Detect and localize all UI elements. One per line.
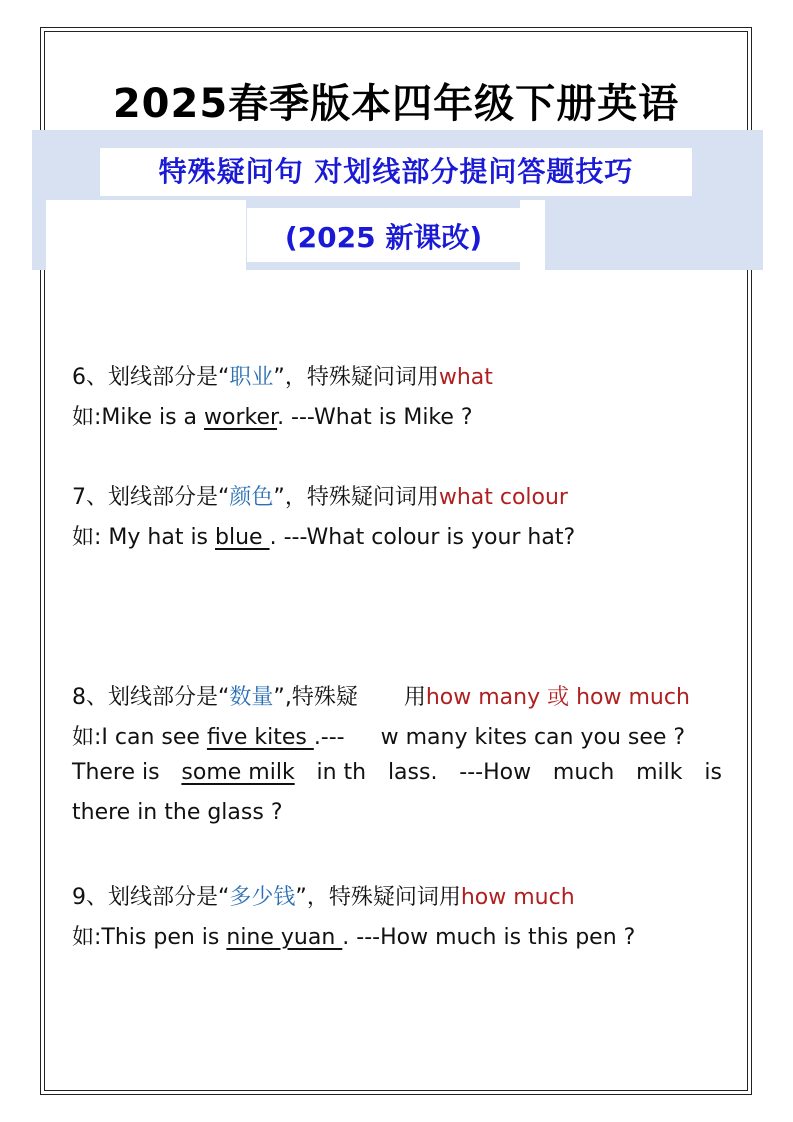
item-8-example-3: there in the glass ? [72, 800, 283, 825]
item-8-ex2-d: ---How [459, 760, 532, 785]
item-9-example-prefix: 如:This pen is [72, 925, 227, 950]
item-8-ex2-underlined: some milk [181, 760, 295, 785]
item-8-middle-tail: 用 [403, 685, 426, 710]
item-9-rule [72, 880, 575, 911]
item-6-answer: what [438, 365, 493, 390]
item-8-example-dash: .--- [313, 725, 345, 750]
item-8-middle: ”,特殊疑 [273, 685, 358, 710]
item-7-rule [72, 480, 568, 511]
item-8-example-underlined: five kites [206, 725, 314, 750]
item-6-number: 6、划线部分是“ [72, 365, 230, 390]
item-8-rule [72, 680, 690, 711]
item-7-middle: ”，特殊疑问词用 [273, 485, 439, 510]
item-7-example-underlined: blue [215, 525, 270, 550]
header-band-cutout-right [520, 200, 545, 270]
item-7-number: 7、划线部分是“ [72, 485, 230, 510]
item-8-example-question: w many kites can you see ? [380, 725, 686, 750]
item-8-ex2-b: in th [316, 760, 367, 785]
item-7-keyword: 颜色 [229, 485, 274, 510]
item-8-ex2-g: is [704, 760, 722, 785]
item-9-number: 9、划线部分是“ [72, 885, 230, 910]
item-6-example [72, 400, 473, 431]
page-subtitle-year: (2025 新课改) [284, 221, 483, 254]
item-6-keyword: 职业 [229, 365, 274, 390]
item-9-middle: ”，特殊疑问词用 [295, 885, 461, 910]
item-8-example-prefix: 如:I can see [72, 725, 207, 750]
header-band-cutout-left [46, 200, 246, 270]
item-9-example-question: . ---How much is this pen ? [342, 925, 636, 950]
item-9-keyword: 多少钱 [229, 885, 296, 910]
item-7-example-question: . ---What colour is your hat? [269, 525, 576, 550]
item-6-example-underlined: worker [204, 405, 278, 430]
item-9-example [72, 920, 635, 951]
item-8-example [72, 720, 685, 751]
item-8-ex2-c: lass. [387, 760, 438, 785]
item-9-example-underlined: nine yuan [226, 925, 343, 950]
item-6-example-question: . ---What is Mike ? [277, 405, 473, 430]
item-8-number: 8、划线部分是“ [72, 685, 230, 710]
page-title: 2025春季版本四年级下册英语 [112, 81, 680, 127]
item-7-example-prefix: 如: My hat is [72, 525, 216, 550]
item-8-ex2-e: much [552, 760, 615, 785]
item-8-ex2-f: milk [636, 760, 683, 785]
item-6-middle: ”，特殊疑问词用 [273, 365, 439, 390]
item-8-answer: how many 或 how much [425, 685, 690, 710]
item-6-example-prefix: 如:Mike is a [72, 405, 205, 430]
page-subtitle: 特殊疑问句 对划线部分提问答题技巧 [158, 155, 634, 188]
item-9-answer: how much [460, 885, 575, 910]
item-7-example [72, 520, 575, 551]
item-8-keyword: 数量 [229, 685, 274, 710]
item-6-rule [72, 360, 493, 391]
item-8-example-2 [72, 760, 722, 785]
item-8-ex2-a: There is [72, 760, 160, 785]
item-7-answer: what colour [438, 485, 568, 510]
